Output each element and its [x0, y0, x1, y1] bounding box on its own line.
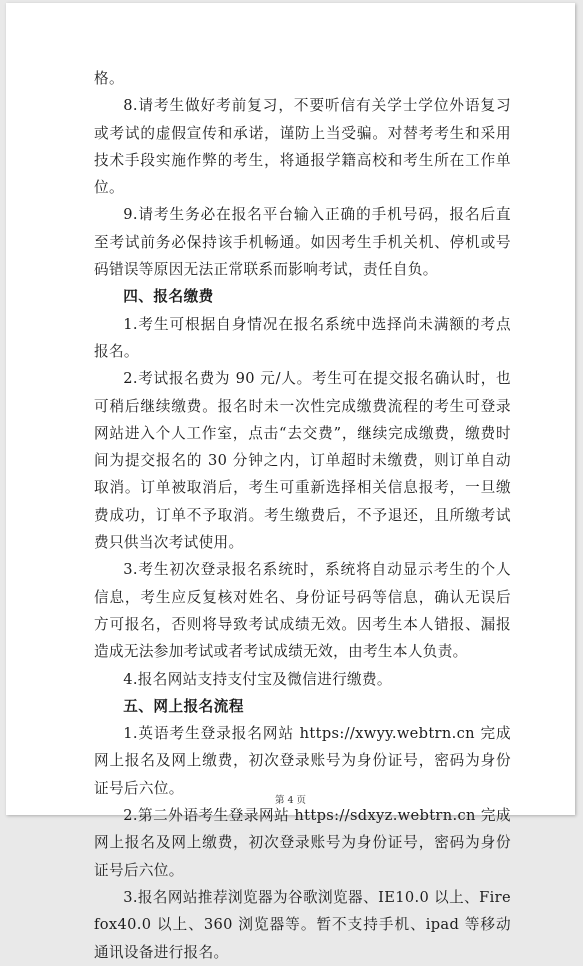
paragraph-item-8: 8.请考生做好考前复习，不要听信有关学士学位外语复习或考试的虚假宣传和承诺，谨防上当受骗。对替考考生和采用技术手段实施作弊的考生，将通报学籍高校和考生所在工作单位。 — [94, 97, 511, 197]
process-item-1: 1.英语考生登录报名网站 https://xwyy.webtrn.cn 完成网上报名及网上缴费，初次登录账号为身份证号，密码为身份证号后六位。 — [94, 725, 511, 797]
process-item-3: 3.报名网站推荐浏览器为谷歌浏览器、IE10.0 以上、Firefox40.0 以上、360 浏览器等。暂不支持手机、ipad 等移动通讯设备进行报名。 — [94, 888, 511, 961]
fee-item-1: 1.考生可根据自身情况在报名系统中选择尚未满额的考点报名。 — [94, 315, 511, 360]
section-heading-registration-fee: 四、报名缴费 — [123, 288, 214, 306]
section-heading-online-registration: 五、网上报名流程 — [123, 697, 244, 715]
fee-item-2: 2.考试报名费为 90 元/人。考生可在提交报名确认时，也可稍后继续缴费。报名时未一次性完成缴费流程的考生可登录网站进入个人工作室，点击“去交费”，继续完成缴费，缴费时间为提交报名的 30 分钟之内，订单超时未缴费，则订单自动取消。订单被取消后，考生可重新选择相关信息报考，一旦缴费成功，订单不予取消。考生缴费后，不予退还，且所缴考试费只供当次考试使用。 — [94, 370, 511, 552]
page-content — [94, 65, 511, 966]
fee-item-3: 3.考生初次登录报名系统时，系统将自动显示考生的个人信息，考生应反复核对姓名、身份证号码等信息，确认无误后方可报名，否则将导致考试成绩无效。因考生本人错报、漏报造成无法参加考试或者考试成绩无效，由考生本人负责。 — [94, 561, 511, 661]
fee-item-4: 4.报名网站支持支付宝及微信进行缴费。 — [123, 670, 392, 688]
paragraph-item-9: 9.请考生务必在报名平台输入正确的手机号码，报名后直至考试前务必保持该手机畅通。如因考生手机关机、停机或号码错误等原因无法正常联系而影响考试，责任自负。 — [94, 206, 511, 279]
document-page — [6, 3, 575, 961]
process-item-2: 2.第二外语考生登录网站 https://sdxyz.webtrn.cn 完成网上报名及网上缴费，初次登录账号为身份证号，密码为身份证号后六位。 — [94, 807, 511, 879]
page-number: 第 4 页 — [274, 795, 307, 806]
paragraph-continuation: 格。 — [94, 70, 124, 87]
